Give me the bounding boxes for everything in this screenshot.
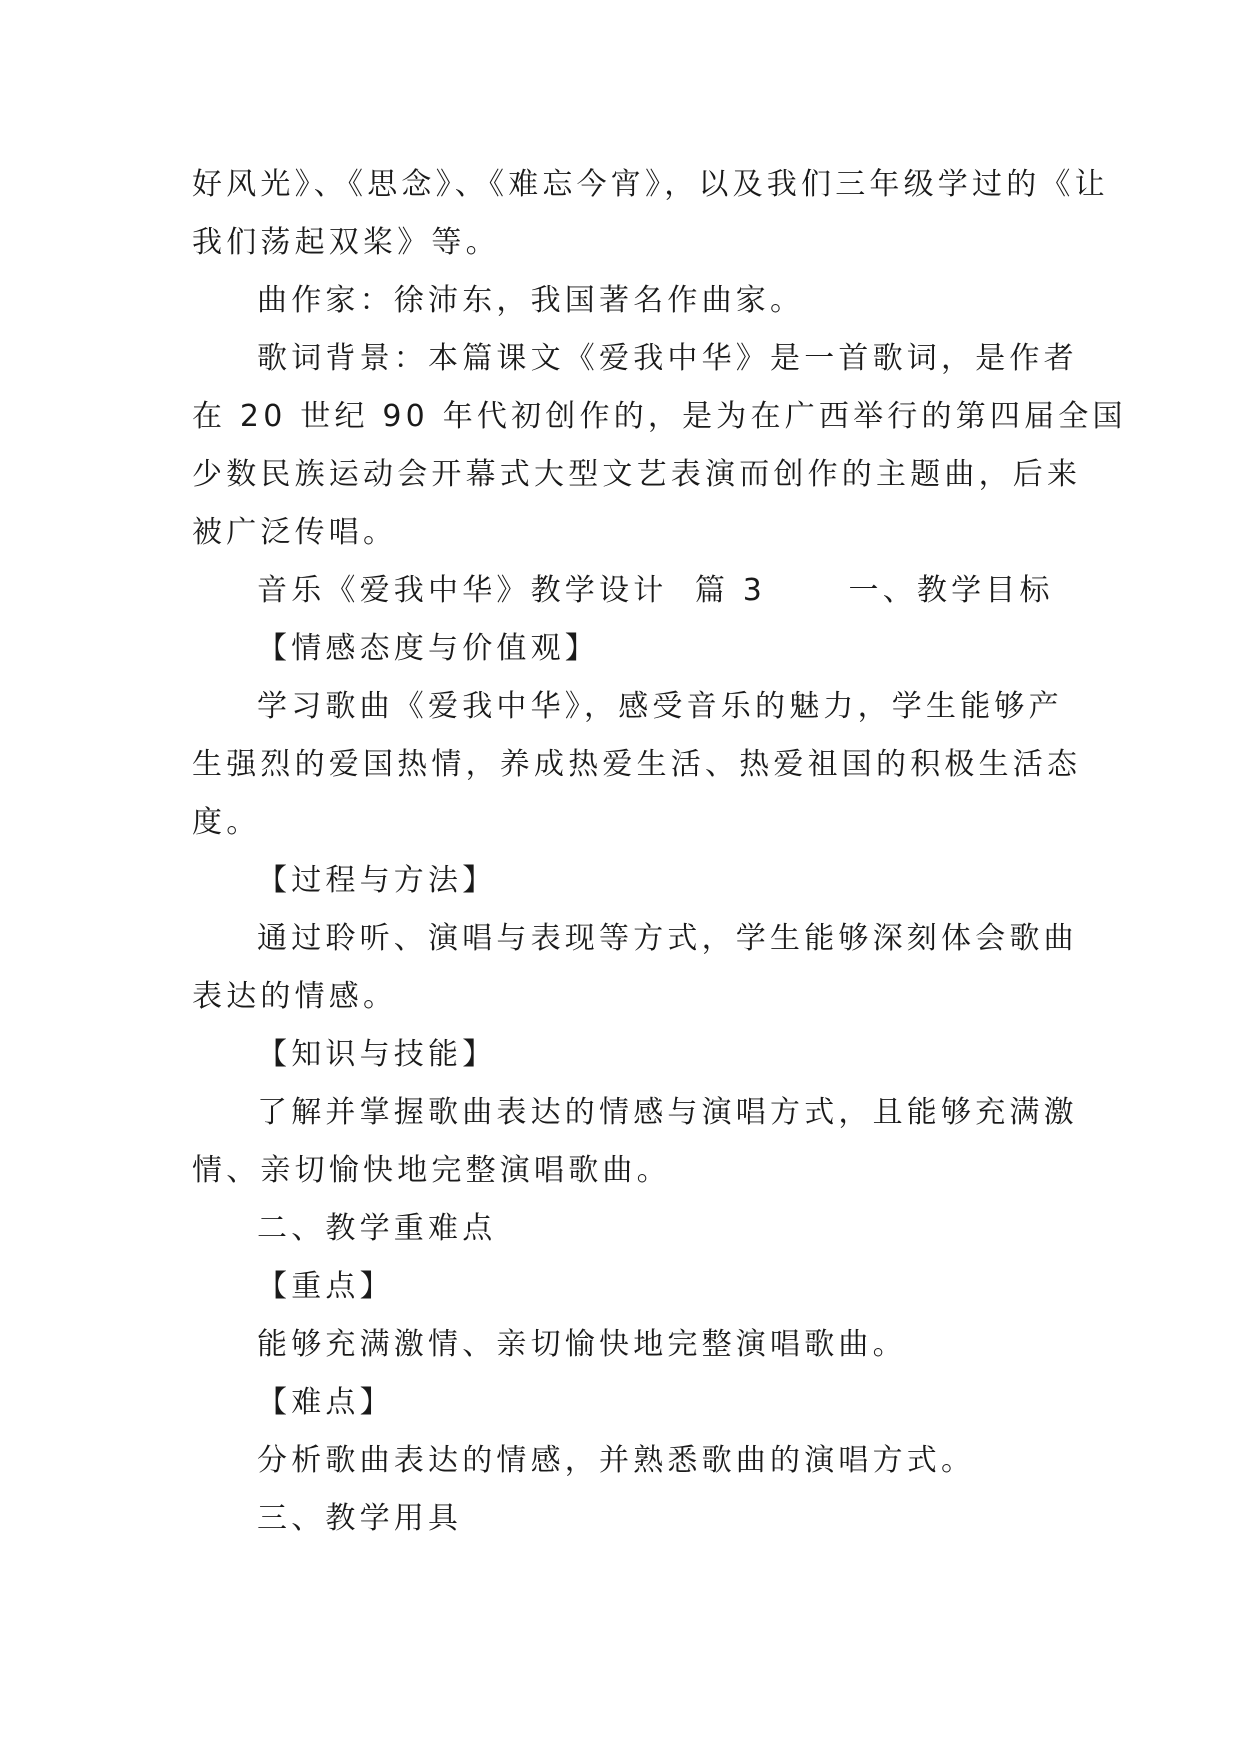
text-line: 在 20 世纪 90 年代初创作的，是为在广西举行的第四届全国 [192, 399, 1127, 434]
text-line: 度。 [192, 805, 261, 840]
document-body [192, 156, 1127, 1548]
text-line: 学习歌曲《爱我中华》，感受音乐的魅力，学生能够产 [257, 689, 1063, 724]
text-line: 生强烈的爱国热情，养成热爱生活、热爱祖国的积极生活态 [192, 747, 1082, 782]
text-line: 情、亲切愉快地完整演唱歌曲。 [192, 1153, 671, 1188]
text-line: 能够充满激情、亲切愉快地完整演唱歌曲。 [257, 1327, 907, 1362]
text-line: 歌词背景：本篇课文《爱我中华》是一首歌词，是作者 [257, 341, 1078, 376]
subsection-heading: 【重点】 [257, 1269, 394, 1304]
subsection-heading: 【难点】 [257, 1385, 394, 1420]
text-line: 了解并掌握歌曲表达的情感与演唱方式，且能够充满激 [257, 1095, 1078, 1130]
subsection-heading: 【情感态度与价值观】 [257, 631, 599, 666]
text-line: 少数民族运动会开幕式大型文艺表演而创作的主题曲，后来 [192, 457, 1082, 492]
subsection-heading: 【过程与方法】 [257, 863, 497, 898]
text-line: 曲作家：徐沛东，我国著名作曲家。 [257, 283, 805, 318]
subsection-heading: 【知识与技能】 [257, 1037, 497, 1072]
text-line: 被广泛传唱。 [192, 515, 398, 550]
text-line: 好风光》、《思念》、《难忘今宵》，以及我们三年级学过的《让 [192, 167, 1109, 202]
section-heading: 音乐《爱我中华》教学设计 篇 3 一、教学目标 [257, 573, 1054, 608]
section-heading: 二、教学重难点 [257, 1211, 497, 1246]
text-line: 我们荡起双桨》等。 [192, 225, 500, 260]
text-line: 通过聆听、演唱与表现等方式，学生能够深刻体会歌曲 [257, 921, 1078, 956]
text-line: 分析歌曲表达的情感，并熟悉歌曲的演唱方式。 [257, 1443, 976, 1478]
text-line: 表达的情感。 [192, 979, 398, 1014]
section-heading: 三、教学用具 [257, 1501, 463, 1536]
